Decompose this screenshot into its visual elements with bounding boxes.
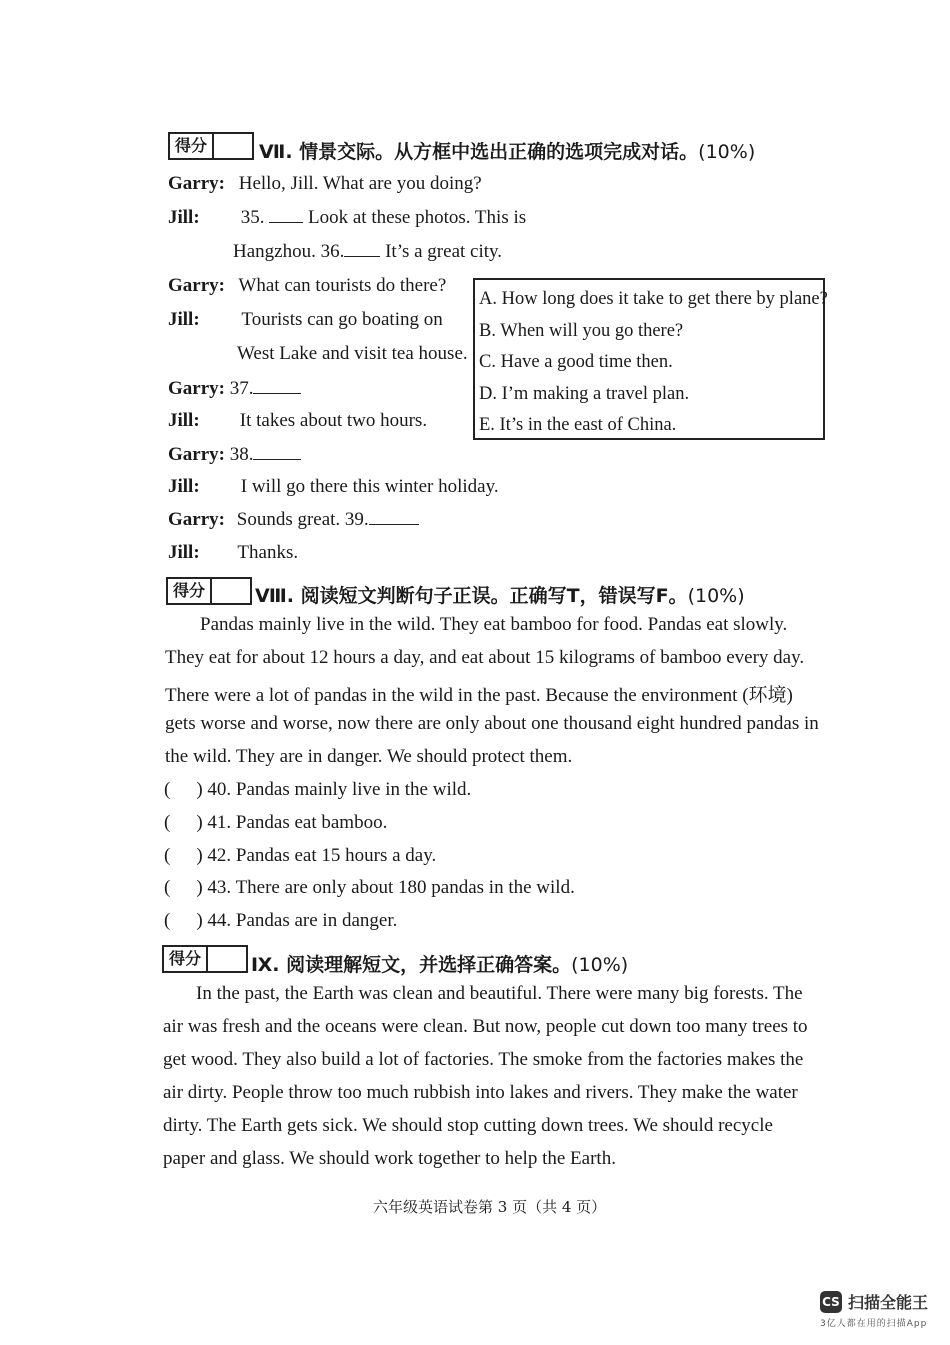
section-9-percent: (10%): [571, 954, 629, 976]
question-number: 38.: [229, 444, 254, 465]
score-blank: [214, 134, 252, 158]
dialogue-text: Sounds great. 39.: [236, 509, 369, 530]
score-box-section-7: [168, 132, 254, 160]
cs-logo-icon: CS: [820, 1291, 842, 1313]
option-e: E. It’s in the east of China.: [479, 415, 677, 435]
section-7-title: Ⅶ. 情景交际。从方框中选出正确的选项完成对话。: [259, 141, 699, 163]
scanner-tagline: 3亿人都在用的扫描App: [820, 1319, 928, 1329]
dialogue-line-4: [168, 275, 446, 297]
speaker: Jill:: [168, 476, 200, 497]
dialogue-line-6: [237, 343, 468, 365]
dialogue-text: It’s a great city.: [385, 241, 503, 262]
dialogue-text: Thanks.: [237, 542, 299, 563]
tf-item-text: 40. Pandas mainly live in the wild.: [207, 779, 472, 800]
dialogue-line-8: [168, 410, 427, 432]
tf-item-42[interactable]: [164, 845, 436, 867]
question-number: 35.: [240, 207, 265, 228]
passage-8-line-1: Pandas mainly live in the wild. They eat bamboo for food. Pandas eat slowly.: [200, 614, 788, 635]
answer-blank-38[interactable]: [253, 444, 301, 460]
score-box-section-8: [166, 577, 252, 605]
passage-9-line-6: paper and glass. We should work together to help the Earth.: [163, 1148, 616, 1169]
answer-blank-35[interactable]: [269, 207, 303, 223]
dialogue-text: Hello, Jill. What are you doing?: [238, 173, 482, 194]
option-d: D. I’m making a travel plan.: [479, 383, 690, 404]
dialogue-line-12: [168, 542, 298, 564]
dialogue-line-3: [233, 241, 502, 263]
answer-bracket-close: ): [196, 779, 203, 800]
speaker: Jill:: [168, 542, 200, 563]
speaker: Jill:: [168, 309, 200, 330]
dialogue-text: It takes about two hours.: [239, 410, 428, 431]
passage-8-line-5: the wild. They are in danger. We should protect them.: [165, 746, 573, 767]
passage-8-line-4: gets worse and worse, now there are only about one thousand eight hundred pandas in: [165, 713, 819, 734]
section-8-title: Ⅷ. 阅读短文判断句子正误。正确写T，错误写F。: [255, 585, 688, 607]
speaker: Jill:: [168, 207, 200, 228]
dialogue-text: What can tourists do there?: [238, 275, 447, 296]
answer-bracket-close: ): [196, 845, 203, 866]
score-box-section-9: [162, 945, 248, 973]
tf-item-text: 43. There are only about 180 pandas in the wild.: [207, 877, 575, 898]
passage-9-line-3: get wood. They also build a lot of factories. The smoke from the factories makes the: [163, 1049, 804, 1070]
speaker: Garry:: [168, 275, 225, 296]
speaker: Jill:: [168, 410, 200, 431]
section-8-heading: [255, 581, 745, 608]
dialogue-line-1: [168, 173, 482, 195]
passage-9-line-2: air was fresh and the oceans were clean. But now, people cut down too many trees to: [163, 1016, 808, 1037]
tf-item-43[interactable]: [164, 877, 575, 899]
dialogue-line-2: [168, 207, 526, 229]
dialogue-pre: Hangzhou. 36.: [233, 241, 345, 262]
score-blank: [212, 579, 250, 603]
speaker: Garry:: [168, 444, 225, 465]
dialogue-line-11: [168, 509, 419, 531]
answer-bracket-close: ): [196, 910, 203, 931]
page-footer: 六年级英语试卷第 3 页（共 4 页）: [373, 1198, 607, 1216]
dialogue-text: I will go there this winter holiday.: [240, 476, 499, 497]
tf-item-text: 44. Pandas are in danger.: [207, 910, 398, 931]
passage-8-line-3: There were a lot of pandas in the wild in the past. Because the environment (环境): [165, 685, 793, 706]
tf-item-40[interactable]: [164, 779, 471, 801]
tf-item-41[interactable]: [164, 812, 387, 834]
dialogue-line-9: [168, 444, 301, 466]
passage-8-line-2: They eat for about 12 hours a day, and eat about 15 kilograms of bamboo every day.: [165, 647, 805, 668]
dialogue-line-7: [168, 378, 301, 400]
score-label: 得分: [168, 579, 212, 603]
answer-bracket-open: (: [164, 812, 171, 833]
options-box: [473, 278, 828, 440]
speaker: Garry:: [168, 378, 225, 399]
answer-bracket-open: (: [164, 845, 171, 866]
score-blank: [208, 947, 246, 971]
passage-9-line-4: air dirty. People throw too much rubbish into lakes and rivers. They make the water: [163, 1082, 798, 1103]
answer-bracket-close: ): [196, 812, 203, 833]
section-7-heading: [259, 137, 755, 164]
score-label: 得分: [164, 947, 208, 971]
dialogue-text: Look at these photos. This is: [308, 207, 527, 228]
dialogue-line-5: [168, 309, 443, 331]
option-c: C. Have a good time then.: [479, 352, 673, 372]
passage-9-line-1: In the past, the Earth was clean and beautiful. There were many big forests. The: [196, 983, 803, 1004]
tf-item-text: 42. Pandas eat 15 hours a day.: [207, 845, 437, 866]
option-b: B. When will you go there?: [479, 320, 684, 341]
dialogue-text: West Lake and visit tea house.: [237, 343, 468, 364]
dialogue-line-10: [168, 476, 499, 498]
section-8-percent: (10%): [687, 585, 745, 607]
answer-bracket-open: (: [164, 779, 171, 800]
answer-blank-36[interactable]: [344, 241, 380, 257]
section-9-title: Ⅸ. 阅读理解短文，并选择正确答案。: [251, 954, 572, 976]
answer-bracket-open: (: [164, 877, 171, 898]
answer-bracket-close: ): [196, 877, 203, 898]
option-a: A. How long does it take to get there by plane?: [479, 289, 828, 309]
speaker: Garry:: [168, 173, 225, 194]
answer-blank-37[interactable]: [253, 378, 301, 394]
section-9-heading: [251, 950, 628, 977]
tf-item-text: 41. Pandas eat bamboo.: [207, 812, 388, 833]
speaker: Garry:: [168, 509, 225, 530]
scanner-app-name: 扫描全能王: [848, 1293, 929, 1312]
scanner-watermark: [820, 1290, 928, 1329]
answer-blank-39[interactable]: [369, 509, 419, 525]
passage-9-line-5: dirty. The Earth gets sick. We should stop cutting down trees. We should recycle: [163, 1115, 773, 1136]
dialogue-text: Tourists can go boating on: [241, 309, 443, 330]
question-number: 37.: [229, 378, 254, 399]
answer-bracket-open: (: [164, 910, 171, 931]
section-7-percent: (10%): [698, 141, 756, 163]
tf-item-44[interactable]: [164, 910, 397, 932]
score-label: 得分: [170, 134, 214, 158]
